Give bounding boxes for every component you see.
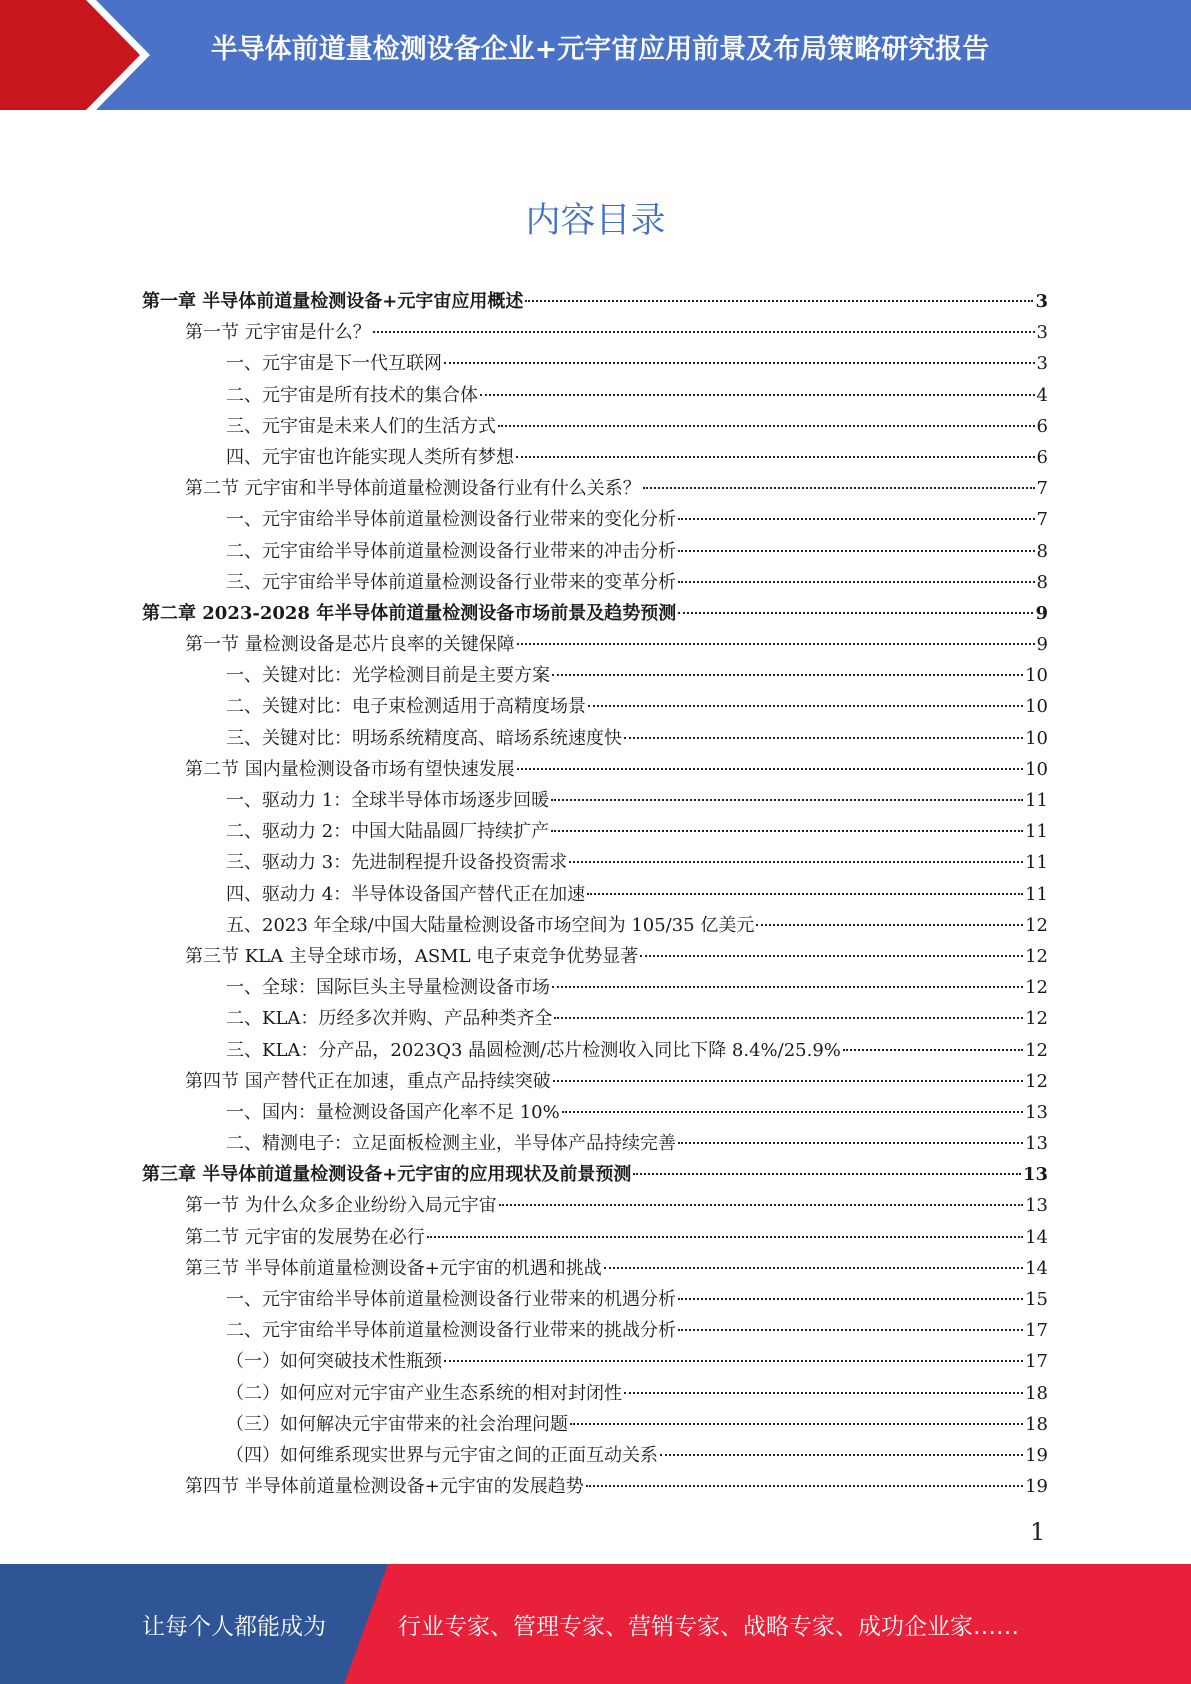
table-of-contents	[142, 286, 1048, 1502]
footer-slogan-left: 让每个人都能成为	[142, 1614, 326, 1640]
toc-dot-leader	[562, 1111, 1023, 1113]
toc-entry-title: 一、元宇宙是下一代互联网	[226, 353, 442, 375]
toc-dot-leader	[640, 955, 1023, 957]
toc-entry[interactable]	[142, 411, 1048, 442]
toc-entry-title: 第二节 国内量检测设备市场有望快速发展	[185, 758, 515, 780]
toc-entry[interactable]	[142, 286, 1048, 317]
toc-dot-leader	[553, 1080, 1023, 1082]
toc-dot-leader	[643, 487, 1035, 489]
toc-dot-leader	[678, 581, 1035, 583]
toc-entry-page: 14	[1025, 1257, 1048, 1279]
toc-dot-leader	[660, 1454, 1023, 1456]
toc-entry-page: 14	[1025, 1226, 1048, 1248]
toc-entry[interactable]	[142, 785, 1048, 816]
toc-entry-page: 12	[1025, 1008, 1048, 1030]
toc-entry[interactable]	[142, 1253, 1048, 1284]
toc-entry[interactable]	[142, 1003, 1048, 1034]
toc-entry[interactable]	[142, 1409, 1048, 1440]
toc-entry-page: 19	[1025, 1476, 1048, 1498]
toc-entry-page: 10	[1025, 665, 1048, 687]
toc-entry-title: 二、元宇宙是所有技术的集合体	[226, 384, 478, 406]
toc-entry-title: 第二章 2023-2028 年半导体前道量检测设备市场前景及趋势预测	[142, 602, 677, 624]
toc-entry-title: 三、驱动力 3：先进制程提升设备投资需求	[226, 852, 568, 874]
toc-entry-page: 13	[1022, 1164, 1048, 1186]
toc-entry-page: 3	[1035, 291, 1048, 312]
toc-entry-page: 17	[1025, 1351, 1048, 1373]
footer-slogan-right: 行业专家、管理专家、营销专家、战略专家、成功企业家……	[398, 1614, 1019, 1640]
toc-entry[interactable]	[142, 1471, 1048, 1502]
toc-entry-page: 10	[1025, 696, 1048, 718]
toc-entry-title: 二、KLA：历经多次并购、产品种类齐全	[226, 1008, 553, 1030]
toc-entry-title: 三、元宇宙是未来人们的生活方式	[226, 415, 496, 437]
toc-entry-page: 8	[1036, 571, 1048, 593]
toc-entry-page: 4	[1036, 384, 1048, 406]
toc-dot-leader	[678, 612, 1033, 614]
toc-dot-leader	[587, 893, 1023, 895]
toc-dot-leader	[678, 1329, 1023, 1331]
toc-dot-leader	[551, 799, 1023, 801]
toc-entry-page: 10	[1025, 758, 1048, 780]
toc-entry-title: （一）如何突破技术性瓶颈	[226, 1351, 442, 1373]
toc-entry-page: 11	[1025, 852, 1048, 874]
toc-entry-page: 6	[1036, 446, 1048, 468]
toc-entry[interactable]	[142, 567, 1048, 598]
toc-entry[interactable]	[142, 691, 1048, 722]
toc-entry-page: 12	[1025, 914, 1048, 936]
toc-entry[interactable]	[142, 1066, 1048, 1097]
toc-entry-page: 9	[1035, 602, 1048, 624]
toc-dot-leader	[843, 1049, 1023, 1051]
toc-entry-title: 第二节 元宇宙的发展势在必行	[185, 1226, 425, 1248]
toc-entry-title: 第一节 元宇宙是什么？	[185, 322, 371, 344]
header-arrow-decoration	[0, 0, 170, 110]
toc-entry-page: 11	[1025, 790, 1048, 811]
toc-entry[interactable]	[142, 1097, 1048, 1128]
toc-entry-title: 三、关键对比：明场系统精度高、暗场系统速度快	[226, 727, 622, 749]
toc-entry[interactable]	[142, 473, 1048, 504]
toc-entry[interactable]	[142, 972, 1048, 1003]
toc-entry[interactable]	[142, 723, 1048, 754]
toc-entry[interactable]	[142, 380, 1048, 411]
toc-entry-page: 13	[1025, 1133, 1048, 1155]
toc-entry-title: 第一节 量检测设备是芯片良率的关键保障	[185, 634, 515, 656]
toc-dot-leader	[604, 1267, 1023, 1269]
toc-entry-title: 第三章 半导体前道量检测设备+元宇宙的应用现状及前景预测	[142, 1164, 632, 1186]
toc-entry-title: 第四节 国产替代正在加速，重点产品持续突破	[185, 1070, 551, 1092]
toc-entry[interactable]	[142, 1346, 1048, 1377]
toc-entry[interactable]	[142, 317, 1048, 348]
page-number: 1	[1030, 1518, 1046, 1546]
toc-entry-page: 3	[1036, 322, 1048, 344]
toc-entry-title: 第三节 KLA 主导全球市场，ASML 电子束竞争优势显著	[185, 945, 639, 967]
toc-entry-page: 18	[1025, 1413, 1048, 1435]
toc-entry-page: 10	[1025, 727, 1048, 749]
toc-entry[interactable]	[142, 1035, 1048, 1066]
toc-entry[interactable]	[142, 1440, 1048, 1471]
toc-entry-title: （四）如何维系现实世界与元宇宙之间的正面互动关系	[226, 1444, 658, 1466]
toc-entry-page: 12	[1025, 977, 1048, 999]
toc-dot-leader	[569, 861, 1023, 863]
toc-dot-leader	[586, 1485, 1023, 1487]
toc-entry-title: 一、关键对比：光学检测目前是主要方案	[226, 665, 550, 687]
toc-dot-leader	[633, 1173, 1021, 1175]
toc-dot-leader	[624, 1392, 1023, 1394]
toc-entry[interactable]	[142, 1378, 1048, 1409]
toc-entry[interactable]	[142, 1190, 1048, 1221]
toc-entry[interactable]	[142, 1284, 1048, 1315]
toc-entry-title: 三、KLA：分产品，2023Q3 晶圆检测/芯片检测收入同比下降 8.4%/25.9%	[226, 1039, 841, 1061]
toc-entry[interactable]	[142, 847, 1048, 878]
toc-dot-leader	[570, 1423, 1023, 1425]
toc-dot-leader	[551, 830, 1023, 832]
toc-entry-title: 一、驱动力 1：全球半导体市场逐步回暖	[226, 790, 550, 811]
toc-dot-leader	[498, 425, 1035, 427]
toc-entry-page: 12	[1025, 1070, 1048, 1092]
toc-entry-title: 二、元宇宙给半导体前道量检测设备行业带来的冲击分析	[226, 540, 676, 562]
toc-dot-leader	[678, 518, 1035, 520]
toc-entry-title: 五、2023 年全球/中国大陆量检测设备市场空间为 105/35 亿美元	[226, 914, 755, 936]
toc-entry-page: 11	[1025, 883, 1048, 905]
toc-entry-page: 6	[1036, 415, 1048, 437]
toc-dot-leader	[499, 1204, 1023, 1206]
toc-heading: 内容目录	[525, 201, 666, 241]
toc-dot-leader	[427, 1236, 1023, 1238]
toc-dot-leader	[552, 674, 1023, 676]
toc-dot-leader	[517, 768, 1023, 770]
toc-entry-page: 12	[1025, 1039, 1048, 1061]
toc-dot-leader	[588, 705, 1023, 707]
toc-entry[interactable]	[142, 1222, 1048, 1253]
toc-entry-title: 第三节 半导体前道量检测设备+元宇宙的机遇和挑战	[185, 1257, 602, 1279]
toc-entry-title: （三）如何解决元宇宙带来的社会治理问题	[226, 1413, 568, 1435]
toc-entry[interactable]	[142, 660, 1048, 691]
toc-entry-page: 9	[1036, 634, 1048, 656]
toc-entry-page: 7	[1036, 478, 1048, 500]
toc-dot-leader	[516, 456, 1035, 458]
toc-dot-leader	[756, 924, 1023, 926]
toc-dot-leader	[373, 331, 1035, 333]
toc-entry-title: 二、元宇宙给半导体前道量检测设备行业带来的挑战分析	[226, 1320, 676, 1342]
footer-banner	[0, 1564, 1191, 1684]
toc-entry-page: 15	[1025, 1289, 1048, 1310]
toc-entry-page: 13	[1025, 1195, 1048, 1217]
toc-entry[interactable]	[142, 754, 1048, 785]
toc-entry-title: 三、元宇宙给半导体前道量检测设备行业带来的变革分析	[226, 571, 676, 593]
toc-entry-title: 一、元宇宙给半导体前道量检测设备行业带来的变化分析	[226, 509, 676, 531]
toc-entry[interactable]	[142, 816, 1048, 847]
toc-entry[interactable]	[142, 910, 1048, 941]
toc-entry[interactable]	[142, 941, 1048, 972]
toc-entry[interactable]	[142, 629, 1048, 660]
toc-entry-page: 8	[1036, 540, 1048, 562]
toc-entry-title: 第一节 为什么众多企业纷纷入局元宇宙	[185, 1195, 497, 1217]
toc-entry-title: 第一章 半导体前道量检测设备+元宇宙应用概述	[142, 291, 524, 312]
toc-entry-page: 19	[1025, 1444, 1048, 1466]
toc-entry[interactable]	[142, 1159, 1048, 1190]
toc-dot-leader	[517, 643, 1035, 645]
toc-dot-leader	[480, 394, 1035, 396]
toc-entry-title: （二）如何应对元宇宙产业生态系统的相对封闭性	[226, 1382, 622, 1404]
toc-entry-page: 7	[1036, 509, 1048, 531]
toc-entry-page: 17	[1025, 1320, 1048, 1342]
toc-entry[interactable]	[142, 1128, 1048, 1159]
toc-entry-title: 四、元宇宙也许能实现人类所有梦想	[226, 446, 514, 468]
toc-entry-page: 12	[1025, 945, 1048, 967]
header-banner	[0, 0, 1191, 110]
toc-entry-page: 18	[1025, 1382, 1048, 1404]
report-title: 半导体前道量检测设备企业+元宇宙应用前景及布局策略研究报告	[210, 34, 990, 65]
toc-dot-leader	[444, 362, 1035, 364]
toc-entry-title: 四、驱动力 4：半导体设备国产替代正在加速	[226, 883, 586, 905]
toc-dot-leader	[554, 1017, 1023, 1019]
toc-entry[interactable]	[142, 348, 1048, 379]
toc-entry[interactable]	[142, 536, 1048, 567]
toc-entry[interactable]	[142, 598, 1048, 629]
toc-entry-page: 11	[1025, 821, 1048, 843]
toc-entry[interactable]	[142, 504, 1048, 535]
toc-dot-leader	[678, 1298, 1023, 1300]
toc-entry-title: 第二节 元宇宙和半导体前道量检测设备行业有什么关系？	[185, 478, 641, 500]
toc-dot-leader	[525, 300, 1033, 302]
toc-entry-title: 二、驱动力 2：中国大陆晶圆厂持续扩产	[226, 821, 550, 843]
toc-dot-leader	[678, 550, 1035, 552]
toc-entry-title: 一、全球：国际巨头主导量检测设备市场	[226, 977, 550, 999]
toc-entry-title: 二、关键对比：电子束检测适用于高精度场景	[226, 696, 586, 718]
toc-entry-title: 二、精测电子：立足面板检测主业，半导体产品持续完善	[226, 1133, 676, 1155]
toc-entry[interactable]	[142, 1315, 1048, 1346]
toc-entry-page: 3	[1036, 353, 1048, 375]
toc-dot-leader	[624, 737, 1023, 739]
toc-entry[interactable]	[142, 879, 1048, 910]
toc-dot-leader	[678, 1142, 1023, 1144]
toc-entry-title: 第四节 半导体前道量检测设备+元宇宙的发展趋势	[185, 1476, 584, 1498]
toc-dot-leader	[552, 986, 1023, 988]
toc-entry-title: 一、国内：量检测设备国产化率不足 10%	[226, 1101, 560, 1123]
toc-entry[interactable]	[142, 442, 1048, 473]
toc-dot-leader	[444, 1360, 1023, 1362]
toc-entry-title: 一、元宇宙给半导体前道量检测设备行业带来的机遇分析	[226, 1289, 676, 1310]
toc-entry-page: 13	[1025, 1101, 1048, 1123]
